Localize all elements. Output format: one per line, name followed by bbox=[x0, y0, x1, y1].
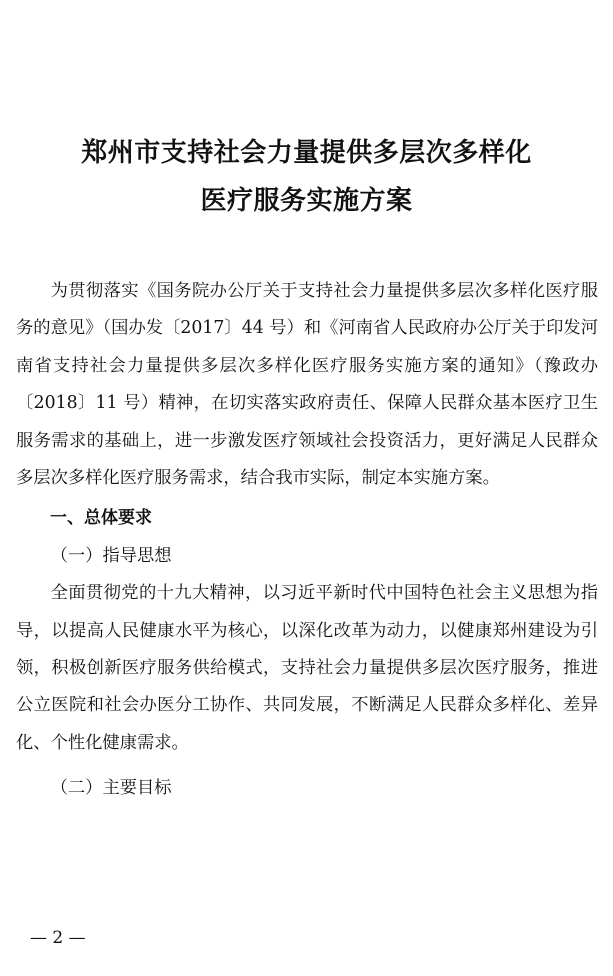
document-title-line-2: 医疗服务实施方案 bbox=[200, 186, 413, 216]
page-number: — 2 — bbox=[30, 928, 86, 948]
intro-paragraph: 为贯彻落实《国务院办公厅关于支持社会力量提供多层次多样化医疗服务的意见》（国办发〔2017〕44 号）和《河南省人民政府办公厅关于印发河南省支持社会力量提供多层次多样化医疗服务实施方案的通知》（豫政办〔2018〕11 号）精神，在切实落实政府责任、保障人民群众基本医疗卫生服务需求的基础上，进一步激发医疗领域社会投资活力，更好满足人民群众多层次多样化医疗服务需求，结合我市实际，制定本实施方案。 bbox=[16, 281, 598, 489]
document-body bbox=[16, 273, 598, 808]
document-title-line-1: 郑州市支持社会力量提供多层次多样化 bbox=[81, 138, 532, 168]
subsection-heading-guiding-ideology: （一）指导思想 bbox=[50, 545, 172, 566]
guiding-ideology-paragraph: 全面贯彻党的十九大精神，以习近平新时代中国特色社会主义思想为指导，以提高人民健康水平为核心，以深化改革为动力，以健康郑州建设为引领，积极创新医疗服务供给模式，支持社会力量提供多层次医疗服务，推进公立医院和社会办医分工协作、共同发展，不断满足人民群众多样化、差异化、个性化健康需求。 bbox=[16, 583, 598, 753]
subsection-heading-main-goals: （二）主要目标 bbox=[50, 778, 172, 799]
section-heading-overall-requirements: 一、总体要求 bbox=[50, 508, 152, 529]
